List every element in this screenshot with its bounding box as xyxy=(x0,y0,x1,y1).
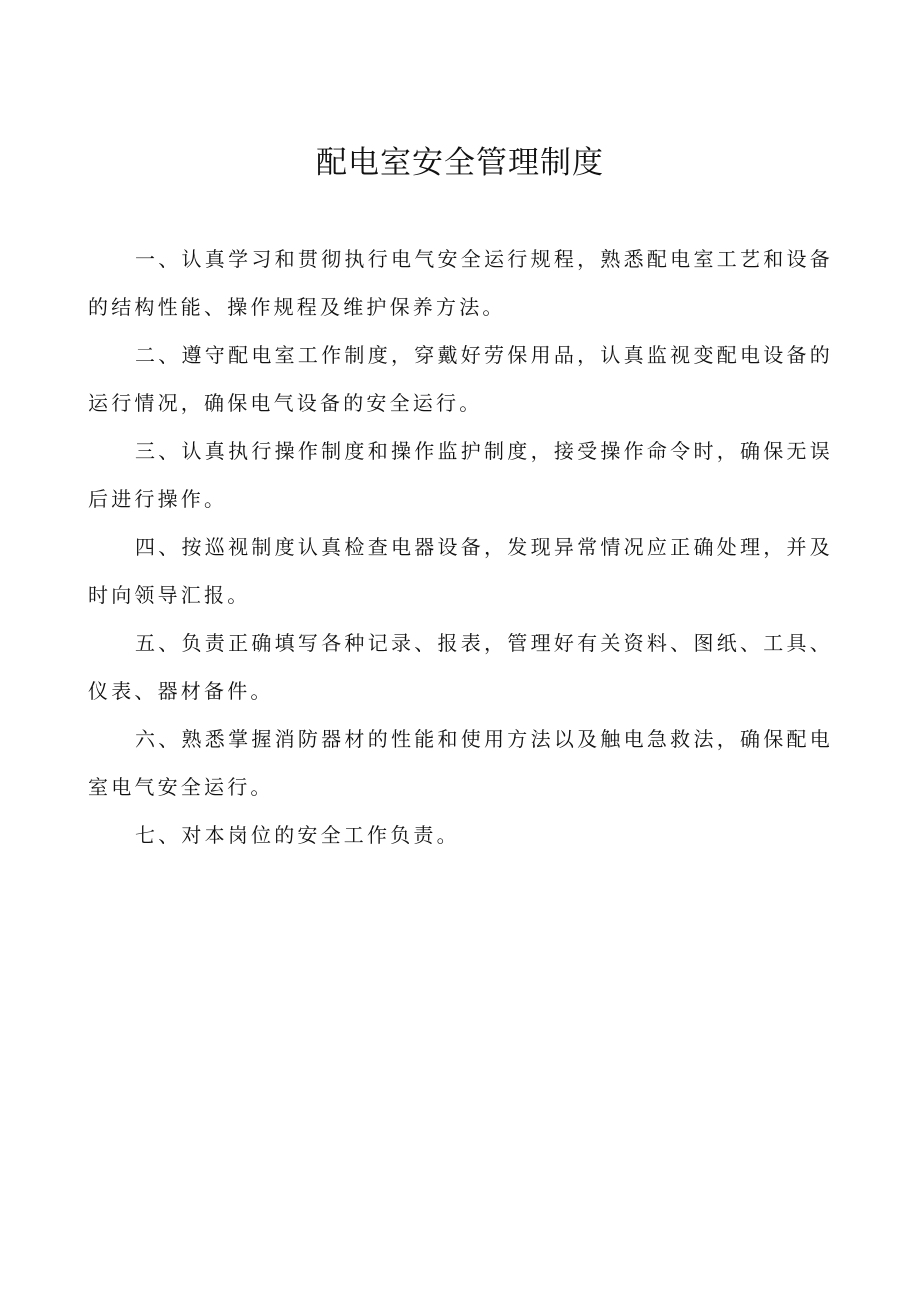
rule-paragraph-4: 四、按巡视制度认真检查电器设备，发现异常情况应正确处理，并及时向领导汇报。 xyxy=(88,535,833,607)
rule-paragraph-7: 七、对本岗位的安全工作负责。 xyxy=(135,823,460,847)
rule-paragraph-6: 六、熟悉掌握消防器材的性能和使用方法以及触电急救法，确保配电室电气安全运行。 xyxy=(88,727,833,799)
document-body xyxy=(88,235,833,859)
rule-paragraph-5: 五、负责正确填写各种记录、报表，管理好有关资料、图纸、工具、仪表、器材备件。 xyxy=(88,631,833,703)
rule-paragraph-3: 三、认真执行操作制度和操作监护制度，接受操作命令时，确保无误后进行操作。 xyxy=(88,439,833,511)
rule-paragraph-1: 一、认真学习和贯彻执行电气安全运行规程，熟悉配电室工艺和设备的结构性能、操作规程及维护保养方法。 xyxy=(88,247,833,319)
document-title: 配电室安全管理制度 xyxy=(316,145,604,181)
rule-paragraph-2: 二、遵守配电室工作制度，穿戴好劳保用品，认真监视变配电设备的运行情况，确保电气设备的安全运行。 xyxy=(88,343,833,415)
